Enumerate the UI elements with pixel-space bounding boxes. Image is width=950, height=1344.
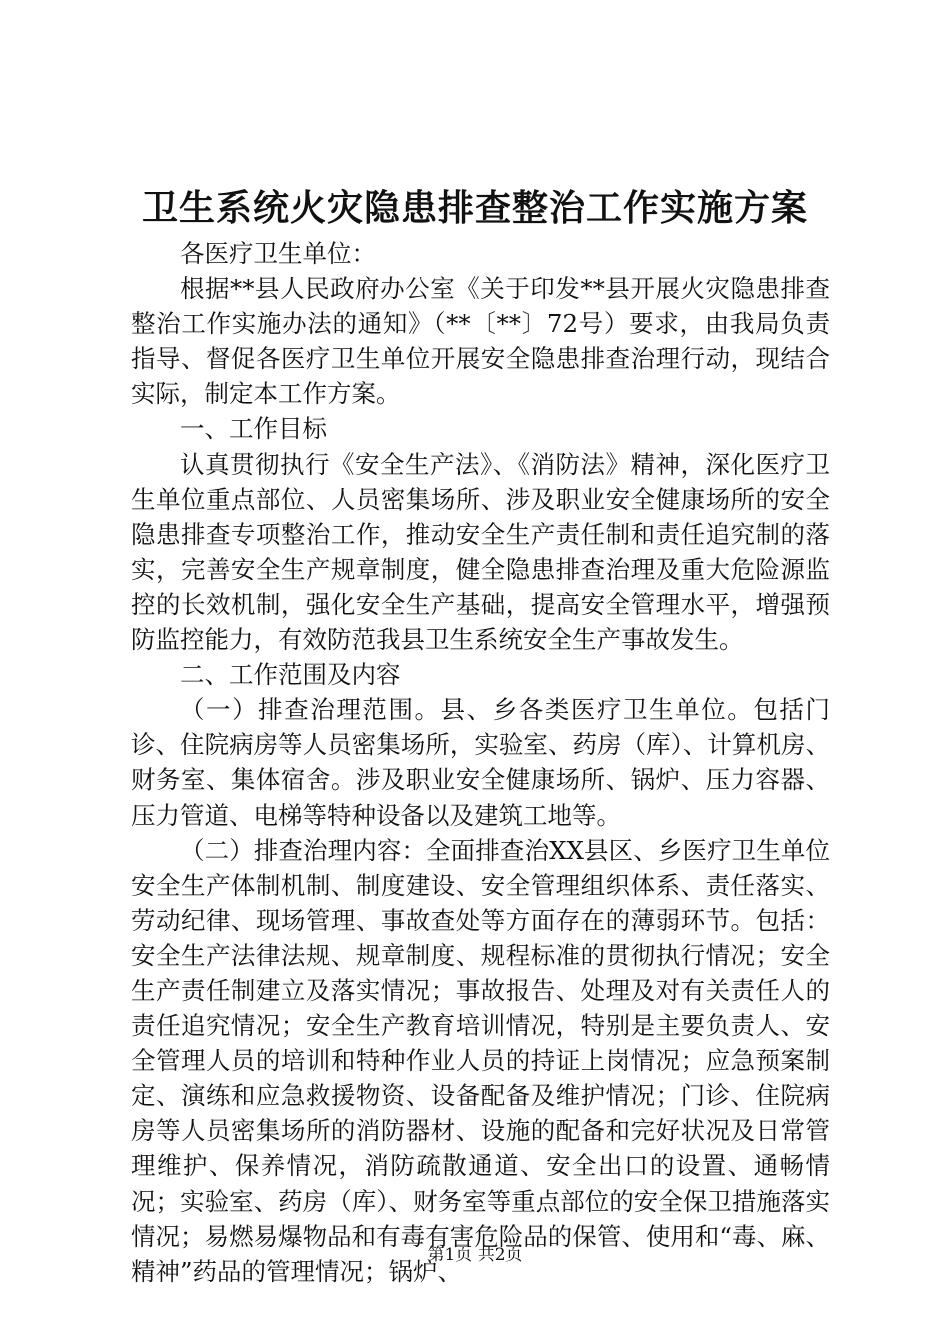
section-heading-goals: 一、工作目标 [180,414,327,444]
scope-paragraph: （一）排查治理范围。县、乡各类医疗卫生单位。包括门诊、住院病房等人员密集场所，实验室、药房（库）、计算机房、财务室、集体宿舍。涉及职业安全健康场所、锅炉、压力容器、压力管道、电梯等特种设备以及建筑工地等。 [131,695,830,830]
goals-paragraph: 认真贯彻执行《安全生产法》、《消防法》精神，深化医疗卫生单位重点部位、人员密集场所、涉及职业安全健康场所的安全隐患排查专项整治工作，推动安全生产责任制和责任追究制的落实，完善安全生产规章制度，健全隐患排查治理及重大危险源监控的长效机制，强化安全生产基础，提高安全管理水平，增强预防监控能力，有效防范我县卫生系统安全生产事故发生。 [131,449,830,655]
salutation: 各医疗卫生单位： [180,239,376,268]
page-number-footer: 第1页 共2页 [427,1245,523,1265]
section-heading-scope: 二、工作范围及内容 [180,660,401,690]
intro-paragraph: 根据**县人民政府办公室《关于印发**县开展火灾隐患排查整治工作实施办法的通知》（**〔**〕72号）要求，由我局负责指导、督促各医疗卫生单位开展安全隐患排查治理行动，现结合实际，制定本工作方案。 [131,274,830,409]
document-title: 卫生系统火灾隐患排查整治工作实施方案 [141,187,808,229]
document-body [131,236,830,1289]
content-paragraph: （二）排查治理内容：全面排查治XX县区、乡医疗卫生单位安全生产体制机制、制度建设、安全管理组织体系、责任落实、劳动纪律、现场管理、事故查处等方面存在的薄弱环节。包括：安全生产法律法规、规章制度、规程标准的贯彻执行情况；安全生产责任制建立及落实情况；事故报告、处理及对有关责任人的责任追究情况；安全生产教育培训情况，特别是主要负责人、安全管理人员的培训和特种作业人员的持证上岗情况；应急预案制定、演练和应急救援物资、设备配备及维护情况；门诊、住院病房等人员密集场所的消防器材、设施的配备和完好状况及日常管理维护、保养情况，消防疏散通道、安全出口的设置、通畅情况；实验室、药房（库）、财务室等重点部位的安全保卫措施落实情况；易燃易爆物品和有毒有害危险品的保管、使用和“毒、麻、精神”药品的管理情况；锅炉、 [131,835,830,1286]
